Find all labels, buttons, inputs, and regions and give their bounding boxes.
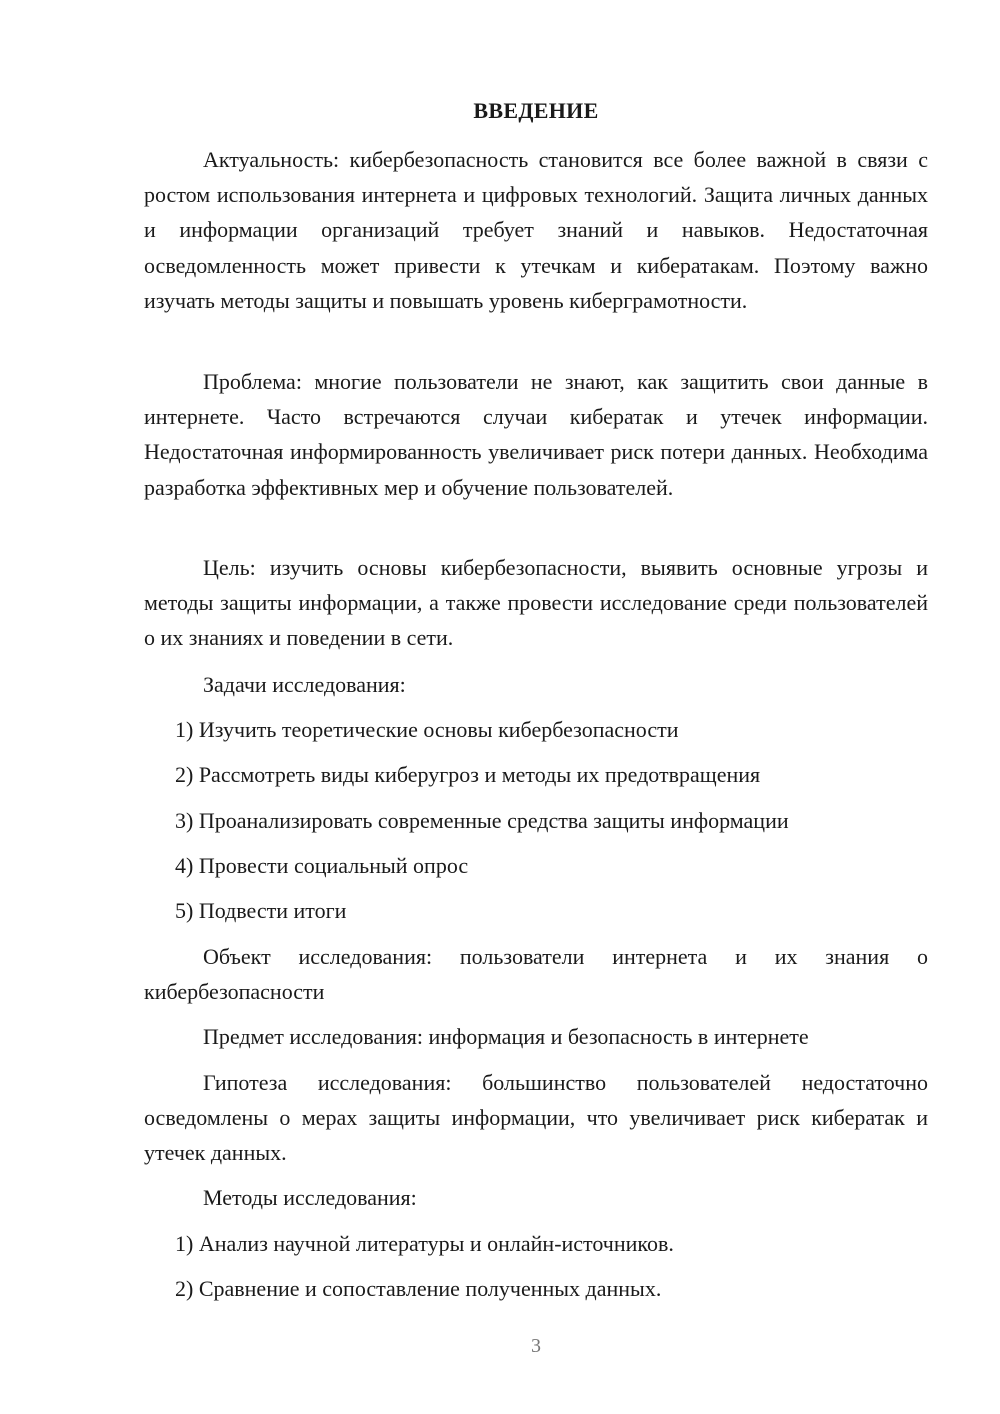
tasks-heading: Задачи исследования: (203, 672, 406, 697)
task-item: 2) Рассмотреть виды киберугроз и методы их предотвращения (175, 762, 761, 787)
task-item: 4) Провести социальный опрос (175, 853, 469, 878)
method-item: 2) Сравнение и сопоставление полученных данных. (175, 1276, 662, 1301)
method-item: 1) Анализ научной литературы и онлайн-источников. (175, 1231, 674, 1256)
subject-paragraph: Предмет исследования: информация и безопасность в интернете (203, 1024, 809, 1049)
page-number: 3 (531, 1335, 541, 1357)
task-item: 5) Подвести итоги (175, 898, 347, 923)
object-paragraph: Объект исследования: пользователи интернета и их знания о кибербезопасности (144, 944, 928, 1005)
goal-paragraph: Цель: изучить основы кибербезопасности, выявить основные угрозы и методы защиты информации, а также провести исследование среди пользователей о их знаниях и поведении в сети. (144, 555, 928, 651)
relevance-paragraph: Актуальность: кибербезопасность становится все более важной в связи с ростом использования интернета и цифровых технологий. Защита личных данных и информации организаций требует знаний и навыков. Недостаточная осведомленность может привести к утечкам и кибератакам. Поэтому важно изучать методы защиты и повышать уровень киберграмотности. (144, 147, 928, 313)
task-item: 3) Проанализировать современные средства защиты информации (175, 808, 789, 833)
methods-heading: Методы исследования: (203, 1185, 417, 1210)
section-title: ВВЕДЕНИЕ (473, 98, 599, 123)
hypothesis-paragraph: Гипотеза исследования: большинство пользователей недостаточно осведомлены о мерах защиты информации, что увеличивает риск кибератак и утечек данных. (144, 1070, 928, 1166)
task-item: 1) Изучить теоретические основы кибербезопасности (175, 717, 679, 742)
problem-paragraph: Проблема: многие пользователи не знают, как защитить свои данные в интернете. Часто встречаются случаи кибератак и утечек информации. Недостаточная информированность увеличивает риск потери данных. Необходима разработка эффективных мер и обучение пользователей. (144, 369, 928, 500)
